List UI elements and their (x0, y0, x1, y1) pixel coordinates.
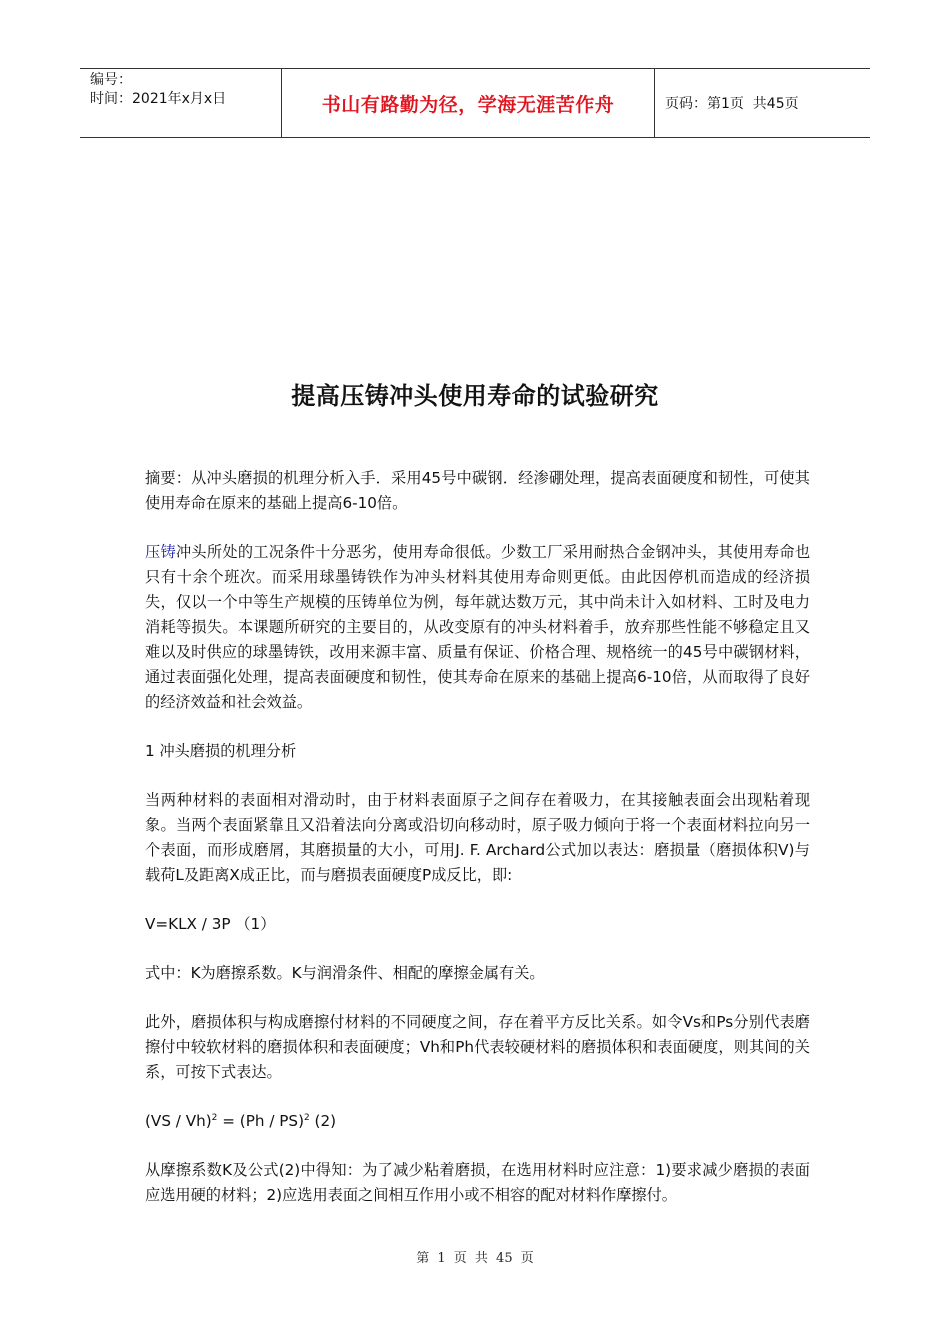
document-body (145, 466, 810, 1232)
k-definition-paragraph: 式中：K为磨擦系数。K与润滑条件、相配的摩擦金属有关。 (145, 964, 545, 982)
formula-2 (145, 1109, 810, 1134)
formula-2-exponent2: 2 (304, 1112, 310, 1123)
adhesion-paragraph: 当两种材料的表面相对滑动时，由于材料表面原子之间存在着吸力，在其接触表面会出现粘着现象。当两个表面紧靠且又沿着法向分离或沿切向移动时，原子吸力倾向于将一个表面材料拉向另一个表面，而形成磨屑，其磨损量的大小，可用J. F. Archard公式加以表达：磨损量（磨损体积V)与载荷L及距离X成正比，而与磨损表面硬度P成反比，即: (145, 791, 810, 884)
formula-2-exponent1: 2 (211, 1112, 218, 1123)
formula-1: V=KLX / 3P （1） (145, 915, 276, 933)
formula-2-part2: = (Ph / PS) (217, 1112, 304, 1130)
formula-2-part1: (VS / Vh) (145, 1112, 212, 1130)
die-casting-link[interactable]: 压铸 (145, 543, 176, 561)
header-page-info-cell (655, 69, 870, 137)
header-meta (80, 69, 281, 137)
page-info: 页码：第1页 共45页 (665, 96, 799, 112)
formula-2-part3: (2) (309, 1112, 337, 1130)
time-label: 时间：2021年x月x日 (90, 91, 227, 107)
conclusion-paragraph: 从摩擦系数K及公式(2)中得知：为了减少粘着磨损，在选用材料时应注意：1)要求减少磨损的表面应选用硬的材料；2)应选用表面之间相互作用小或不相容的配对材料作摩擦付。 (145, 1161, 810, 1204)
number-label: 编号： (90, 72, 132, 88)
document-header (80, 68, 870, 138)
page-footer: 第 1 页 共 45 页 (416, 1251, 534, 1266)
intro-text: 冲头所处的工况条件十分恶劣，使用寿命很低。少数工厂采用耐热合金钢冲头，其使用寿命也只有十余个班次。而采用球墨铸铁作为冲头材料其使用寿命则更低。由此因停机而造成的经济损失，仅以一个中等生产规模的压铸单位为例，每年就达数万元，其中尚未计入如材料、工时及电力消耗等损失。本课题所研究的主要目的，从改变原有的冲头材料着手，放弃那些性能不够稳定且又难以及时供应的球墨铸铁，改用来源丰富、质量有保证、价格合理、规格统一的45号中碳钢材料，通过表面强化处理，提高表面硬度和韧性，使其寿命在原来的基础上提高6-10倍，从而取得了良好的经济效益和社会效益。 (145, 543, 811, 711)
document-title: 提高压铸冲头使用寿命的试验研究 (291, 382, 659, 410)
header-motto-cell (281, 69, 655, 137)
hardness-paragraph: 此外，磨损体积与构成磨擦付材料的不同硬度之间，存在着平方反比关系。如令Vs和Ps分别代表磨擦付中较软材料的磨损体积和表面硬度；Vh和Ph代表较硬材料的磨损体积和表面硬度，则其间的关系，可按下式表达。 (145, 1013, 810, 1081)
section-heading: 1 冲头磨损的机理分析 (145, 742, 297, 760)
intro-paragraph (145, 540, 810, 715)
motto-text: 书山有路勤为径，学海无涯苦作舟 (321, 93, 615, 116)
abstract-paragraph: 摘要：从冲头磨损的机理分析入手．采用45号中碳钢．经渗硼处理，提高表面硬度和韧性，可使其使用寿命在原来的基础上提高6-10倍。 (145, 469, 810, 512)
